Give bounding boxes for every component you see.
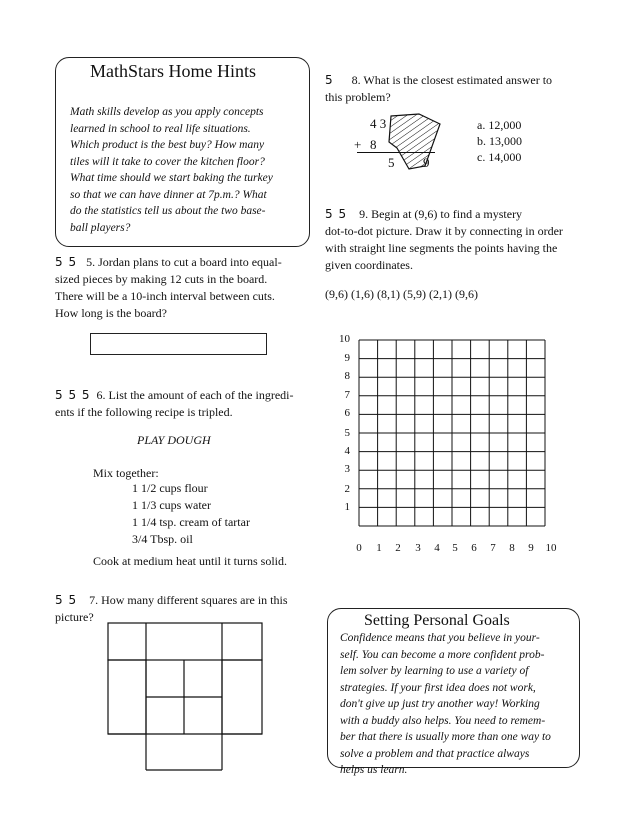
y-tick-label: 1	[344, 501, 350, 513]
y-tick-label: 9	[344, 352, 350, 364]
addend-row-1: 4 3	[370, 116, 387, 131]
goals-line: solve a problem and that practice always	[340, 747, 530, 760]
ingredient: 1 1/4 tsp. cream of tartar	[132, 515, 250, 529]
recipe-mix: Mix together:	[93, 466, 159, 480]
figure-square	[108, 623, 262, 660]
difficulty-stars: 5 5	[55, 255, 78, 269]
x-tick-label: 3	[415, 542, 421, 554]
recipe-cook: Cook at medium heat until it turns solid.	[93, 554, 287, 568]
problem-7-line: picture?	[55, 610, 94, 624]
coordinate-grid[interactable]	[358, 339, 548, 531]
goals-line: strategies. If your first idea does not work,	[340, 681, 536, 694]
problem-9-line: with straight line segments the points having the	[325, 241, 558, 255]
option-b[interactable]: b. 13,000	[477, 134, 522, 148]
addend-row-2: 8	[370, 137, 377, 152]
ingredient: 3/4 Tbsp. oil	[132, 532, 193, 546]
hints-line: ball players?	[70, 221, 131, 234]
y-tick-label: 6	[344, 407, 350, 419]
x-tick-label: 0	[356, 542, 362, 554]
difficulty-stars: 5	[325, 73, 334, 87]
problem-5-line: There will be a 10-inch interval between cuts.	[55, 289, 275, 303]
problem-5-line: sized pieces by making 12 cuts in the board.	[55, 272, 268, 286]
x-tick-label: 6	[471, 542, 477, 554]
figure-square	[222, 660, 262, 734]
sum-line	[357, 152, 435, 153]
goals-title: Setting Personal Goals	[364, 612, 510, 629]
goals-line: self. You can become a more confident prob-	[340, 648, 545, 661]
problem-7-line: 7. How many different squares are in this	[89, 593, 288, 607]
recipe-ingredients	[132, 480, 250, 548]
y-tick-label: 7	[344, 389, 350, 401]
y-tick-label: 8	[344, 370, 350, 382]
sum-digit: 9	[423, 155, 430, 170]
y-tick-label: 5	[344, 427, 350, 439]
answer-box[interactable]	[90, 333, 267, 355]
x-tick-label: 10	[545, 542, 557, 554]
hints-line: learned in school to real life situations.	[70, 122, 251, 135]
hints-line: so that we can have dinner at 7p.m.? What	[70, 188, 267, 201]
goals-line: ber that there is usually more than one way to	[340, 731, 551, 743]
hints-line: Which product is the best buy? How many	[70, 139, 265, 151]
problem-8-line: 8. What is the closest estimated answer to	[351, 73, 553, 87]
answer-options	[477, 117, 522, 165]
problem-5	[55, 254, 315, 322]
x-tick-label: 5	[452, 542, 458, 554]
difficulty-stars: 5 5	[325, 207, 348, 221]
y-tick-label: 10	[339, 333, 350, 345]
problem-9-line: 9. Begin at (9,6) to find a mystery	[359, 207, 523, 221]
goals-line: helps us learn.	[340, 764, 408, 776]
option-a[interactable]: a. 12,000	[477, 118, 522, 132]
hints-line: do the statistics tell us about the two base-	[70, 205, 266, 217]
x-tick-label: 8	[509, 542, 515, 554]
x-tick-label: 2	[395, 542, 401, 554]
option-c[interactable]: c. 14,000	[477, 150, 522, 164]
difficulty-stars: 5 5 5	[55, 388, 91, 402]
hints-line: What time should we start baking the turkey	[70, 172, 273, 184]
goals-line: lem solver by learning to use a variety of	[340, 665, 529, 677]
x-tick-label: 9	[528, 542, 534, 554]
sum-digit: 5	[388, 155, 395, 170]
x-tick-label: 7	[490, 542, 496, 554]
problem-9	[325, 206, 595, 274]
goals-line: with a buddy also helps. You need to remem-	[340, 714, 546, 727]
goals-body	[340, 630, 576, 779]
coordinate-list: (9,6) (1,6) (8,1) (5,9) (2,1) (9,6)	[325, 287, 478, 301]
x-tick-label: 4	[434, 542, 440, 554]
squares-figure	[105, 620, 265, 776]
home-hints-title: MathStars Home Hints	[90, 61, 256, 81]
problem-5-line: 5. Jordan plans to cut a board into equal-	[86, 255, 282, 269]
problem-8-line: this problem?	[325, 90, 391, 104]
recipe-title: PLAY DOUGH	[137, 433, 211, 447]
problem-5-line: How long is the board?	[55, 306, 167, 320]
goals-line: don't give up just try another way! Working	[340, 698, 540, 710]
y-tick-label: 2	[344, 483, 350, 495]
difficulty-stars: 5 5	[55, 593, 78, 607]
plus-sign: +	[354, 137, 362, 152]
problem-6-line: ents if the following recipe is tripled.	[55, 405, 233, 419]
problem-9-line: dot-to-dot picture. Draw it by connecting in order	[325, 224, 563, 238]
hints-line: Math skills develop as you apply concepts	[70, 106, 264, 118]
x-tick-label: 1	[376, 542, 382, 554]
figure-square	[108, 660, 146, 734]
hints-line: tiles will it take to cover the kitchen floor?	[70, 155, 265, 168]
y-tick-label: 3	[344, 463, 350, 475]
problem-8	[325, 72, 585, 106]
y-tick-label: 4	[344, 445, 350, 457]
ingredient: 1 1/3 cups water	[132, 498, 211, 512]
home-hints-body	[70, 104, 305, 236]
problem-6-line: 6. List the amount of each of the ingredi-	[96, 388, 294, 402]
problem-6	[55, 387, 315, 421]
problem-9-line: given coordinates.	[325, 258, 413, 272]
goals-line: Confidence means that you believe in your-	[340, 632, 540, 644]
ingredient: 1 1/2 cups flour	[132, 481, 208, 495]
